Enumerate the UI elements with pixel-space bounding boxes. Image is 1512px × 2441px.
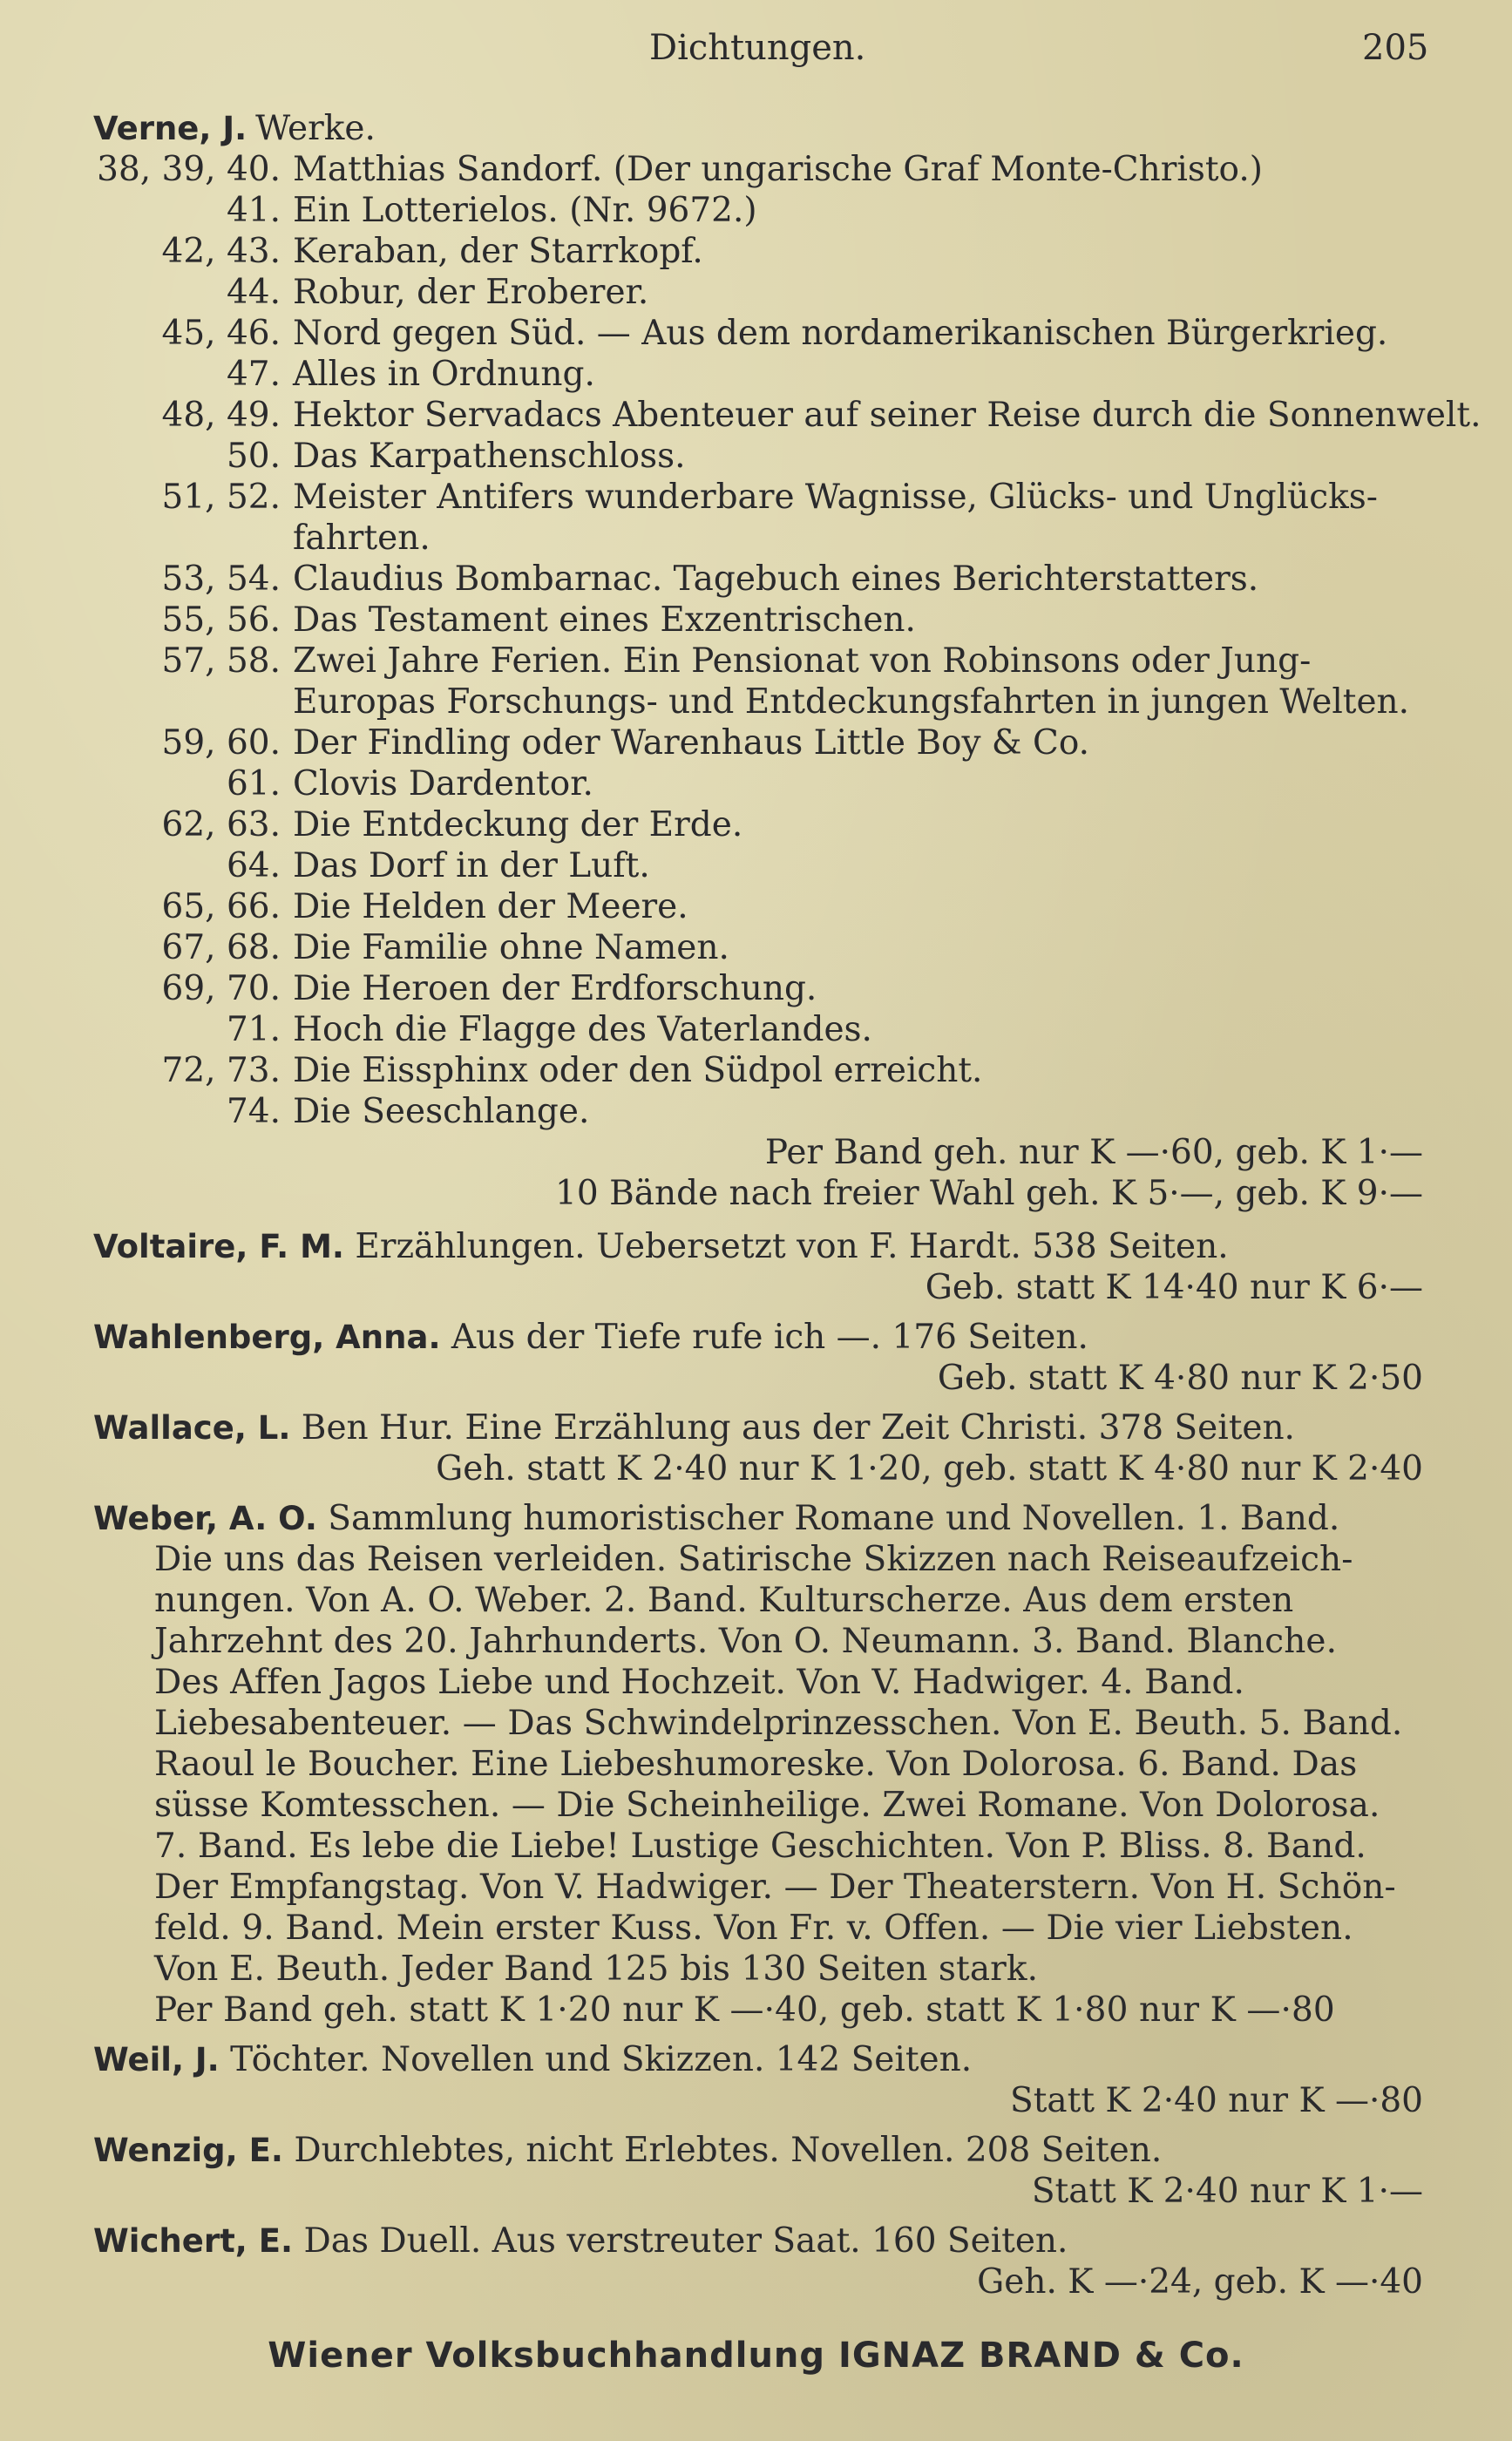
catalog-entry-wahlenberg [93,1317,1425,1399]
work-item [93,927,1425,968]
entry-price: Statt K 2·40 nur K 1·— [1031,2172,1423,2211]
work-title: Das Dorf in der Luft. [293,846,650,885]
work-title-continuation: fahrten. [293,519,431,558]
work-item [93,149,1425,190]
work-volume-number: 62, 63. [161,805,281,844]
work-volume-number: 45, 46. [161,314,281,353]
entry-text: Sammlung humoristischer Romane und Novellen. 1. Band. [328,1499,1340,1538]
verne-price-per-volume: Per Band geh. nur K —·60, geb. K 1·— [764,1133,1423,1172]
verne-heading [93,108,1425,149]
work-item [93,763,1425,804]
work-volume-number: 38, 39, 40. [97,150,281,189]
entry-text: Töchter. Novellen und Skizzen. 142 Seiten. [230,2040,973,2079]
author-name: Wenzig, E. [93,2132,283,2169]
running-head [0,24,1512,77]
work-item [93,313,1425,354]
entry-text: Aus der Tiefe rufe ich —. 176 Seiten. [451,1318,1088,1357]
entry-price: Geh. statt K 2·40 nur K 1·20, geb. statt K 4·80 nur K 2·40 [436,1449,1423,1488]
description-line: Raoul le Boucher. Eine Liebeshumoreske. Von Dolorosa. 6. Band. Das [154,1745,1358,1784]
work-item [93,1091,1425,1132]
work-volume-number: 53, 54. [161,559,281,599]
catalog-entry-wichert [93,2221,1425,2302]
description-line: Die uns das Reisen verleiden. Satirische Skizzen nach Reiseaufzeich- [154,1540,1353,1579]
weber-description [93,1539,1425,2031]
work-title: Keraban, der Starrkopf. [293,232,703,271]
work-title: Hoch die Flagge des Vaterlandes. [293,1010,872,1049]
work-volume-number: 65, 66. [161,887,281,926]
work-volume-number: 48, 49. [161,396,281,435]
work-title: Das Karpathenschloss. [293,437,686,476]
description-line: Liebesabenteuer. — Das Schwindelprinzesschen. Von E. Beuth. 5. Band. [154,1704,1403,1743]
work-volume-number: 67, 68. [161,928,281,967]
work-item [93,436,1425,477]
work-volume-number: 44. [226,273,281,312]
work-item [93,641,1425,681]
work-item [93,1050,1425,1091]
work-item [93,231,1425,272]
entry-price: Geh. K —·24, geb. K —·40 [977,2262,1423,2302]
verne-price-ten-volumes: 10 Bände nach freier Wahl geh. K 5·—, geb. K 9·— [555,1174,1423,1213]
work-title: Die Familie ohne Namen. [293,928,729,967]
work-title: Nord gegen Süd. — Aus dem nordamerikanischen Bürgerkrieg. [293,314,1388,353]
entry-text: Ben Hur. Eine Erzählung aus der Zeit Christi. 378 Seiten. [301,1408,1295,1448]
work-item [93,722,1425,763]
description-line: Der Empfangstag. Von V. Hadwiger. — Der Theaterstern. Von H. Schön- [154,1868,1396,1907]
work-volume-number: 50. [226,437,281,476]
entry-price: Statt K 2·40 nur K —·80 [1010,2081,1423,2120]
entry-text: Erzählungen. Uebersetzt von F. Hardt. 538 Seiten. [355,1227,1229,1266]
verne-intro: Werke. [255,109,376,148]
catalog-content [93,108,1481,2311]
entry-text: Durchlebtes, nicht Erlebtes. Novellen. 208 Seiten. [294,2131,1163,2170]
work-title: Robur, der Eroberer. [293,273,649,312]
publisher-footer: Wiener Volksbuchhandlung IGNAZ BRAND & Co. [268,2336,1244,2376]
description-line: 7. Band. Es lebe die Liebe! Lustige Geschichten. Von P. Bliss. 8. Band. [154,1827,1366,1866]
entry-text: Das Duell. Aus verstreuter Saat. 160 Seiten. [303,2221,1068,2261]
work-item [93,886,1425,927]
author-name: Voltaire, F. M. [93,1228,344,1265]
description-line: feld. 9. Band. Mein erster Kuss. Von Fr. v. Offen. — Die vier Liebsten. [154,1909,1353,1948]
author-name: Weil, J. [93,2041,220,2078]
work-title: Meister Antifers wunderbare Wagnisse, Glücks- und Unglücks- [293,478,1378,517]
page-number: 205 [1362,28,1429,68]
work-item [93,190,1425,231]
work-volume-number: 41. [226,191,281,230]
work-title-continuation: Europas Forschungs- und Entdeckungsfahrten in jungen Welten. [293,682,1410,722]
work-title: Clovis Dardentor. [293,764,593,803]
work-title: Die Entdeckung der Erde. [293,805,743,844]
description-line: süsse Komtesschen. — Die Scheinheilige. Zwei Romane. Von Dolorosa. [154,1786,1380,1825]
work-title: Zwei Jahre Ferien. Ein Pensionat von Robinsons oder Jung- [293,641,1312,681]
work-item [93,968,1425,1009]
author-name: Wallace, L. [93,1409,291,1447]
description-line: Jahrzehnt des 20. Jahrhunderts. Von O. Neumann. 3. Band. Blanche. [154,1622,1338,1661]
work-title: Alles in Ordnung. [293,355,595,394]
catalog-entry-weil [93,2039,1425,2121]
work-volume-number: 69, 70. [161,969,281,1008]
work-volume-number: 72, 73. [161,1051,281,1090]
work-item [93,272,1425,313]
work-title: Die Heroen der Erdforschung. [293,969,817,1008]
catalog-entry-weber [93,1498,1425,2031]
work-title: Die Eissphinx oder den Südpol erreicht. [293,1051,983,1090]
catalog-entry-voltaire [93,1226,1425,1308]
work-item [93,804,1425,845]
work-title: Hektor Servadacs Abenteuer auf seiner Reise durch die Sonnenwelt. [293,396,1481,435]
work-title: Der Findling oder Warenhaus Little Boy & Co. [293,723,1090,763]
work-title: Claudius Bombarnac. Tagebuch eines Berichterstatters. [293,559,1259,599]
verne-works-list [93,149,1481,1132]
work-volume-number: 47. [226,355,281,394]
entry-price: Geb. statt K 14·40 nur K 6·— [925,1268,1423,1307]
work-item [93,1009,1425,1050]
catalog-entry-wallace [93,1407,1425,1489]
work-title: Ein Lotterielos. (Nr. 9672.) [293,191,757,230]
work-item [93,600,1425,641]
work-item [93,845,1425,886]
work-item [93,559,1425,600]
work-title: Die Helden der Meere. [293,887,688,926]
work-item [93,477,1425,518]
author-name: Wichert, E. [93,2222,294,2260]
description-line: Des Affen Jagos Liebe und Hochzeit. Von V. Hadwiger. 4. Band. [154,1663,1245,1702]
work-item [93,354,1425,395]
description-line: Per Band geh. statt K 1·20 nur K —·40, geb. statt K 1·80 nur K —·80 [154,1990,1335,2030]
entry-price: Geb. statt K 4·80 nur K 2·50 [937,1359,1423,1398]
work-volume-number: 71. [226,1010,281,1049]
description-line: Von E. Beuth. Jeder Band 125 bis 130 Seiten stark. [154,1949,1039,1989]
work-title: Das Testament eines Exzentrischen. [293,600,916,640]
work-volume-number: 51, 52. [161,478,281,517]
catalog-entry-wenzig [93,2130,1425,2212]
work-volume-number: 59, 60. [161,723,281,763]
author-name: Wahlenberg, Anna. [93,1319,441,1356]
author-name: Verne, J. [93,110,247,147]
author-name: Weber, A. O. [93,1500,317,1537]
work-item [93,395,1481,436]
work-volume-number: 42, 43. [161,232,281,271]
work-volume-number: 55, 56. [161,600,281,640]
work-title: Die Seeschlange. [293,1092,590,1131]
description-line: nungen. Von A. O. Weber. 2. Band. Kulturscherze. Aus dem ersten [154,1581,1294,1620]
running-title: Dichtungen. [649,28,866,68]
work-volume-number: 64. [226,846,281,885]
work-volume-number: 57, 58. [161,641,281,681]
work-volume-number: 61. [226,764,281,803]
work-title: Matthias Sandorf. (Der ungarische Graf Monte-Christo.) [293,150,1263,189]
work-volume-number: 74. [226,1092,281,1131]
